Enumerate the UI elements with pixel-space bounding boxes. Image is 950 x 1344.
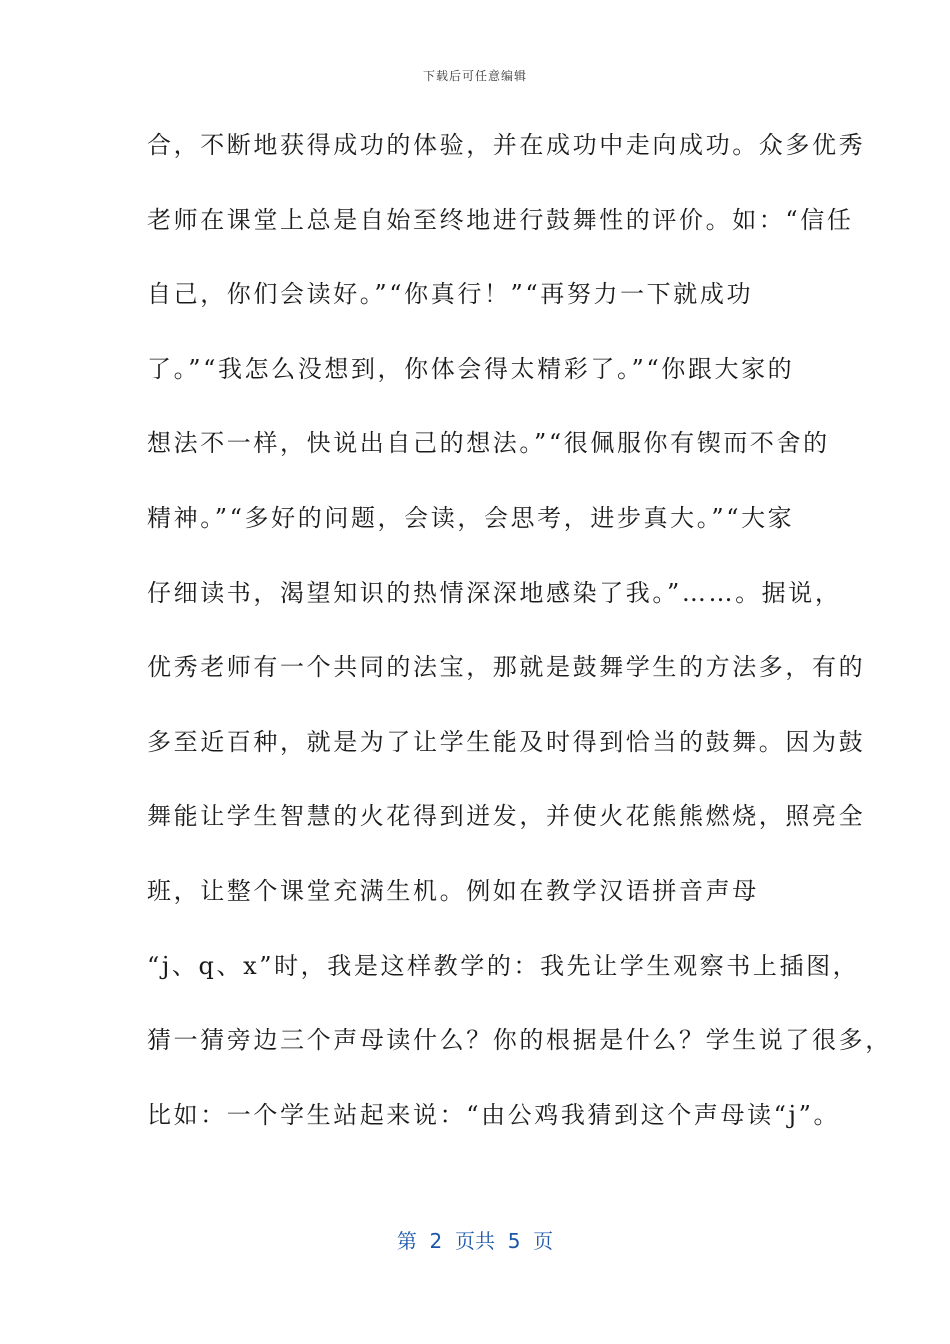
text-line: “j、q、x”时，我是这样教学的：我先让学生观察书上插图， bbox=[147, 951, 860, 980]
text-line: 了。”“我怎么没想到，你体会得太精彩了。”“你跟大家的 bbox=[147, 354, 795, 383]
text-line: 仔细读书，渴望知识的热情深深地感染了我。”……。据说， bbox=[147, 578, 842, 607]
text-line: 精神。”“多好的问题，会读，会思考，进步真大。”“大家 bbox=[147, 503, 795, 532]
text-line: 猜一猜旁边三个声母读什么？你的根据是什么？学生说了很多， bbox=[147, 1026, 892, 1055]
text-line: 班，让整个课堂充满生机。例如在教学汉语拼音声母 bbox=[147, 876, 759, 905]
text-line: 舞能让学生智慧的火花得到迸发，并使火花熊熊燃烧，照亮全 bbox=[147, 802, 866, 831]
page-number-footer: 第 2 页共 5 页 bbox=[396, 1229, 554, 1253]
text-line: 优秀老师有一个共同的法宝，那就是鼓舞学生的方法多，有的 bbox=[147, 653, 866, 682]
body-text bbox=[147, 123, 892, 1167]
text-line: 老师在课堂上总是自始至终地进行鼓舞性的评价。如：“信任 bbox=[147, 205, 854, 234]
text-line: 多至近百种，就是为了让学生能及时得到恰当的鼓舞。因为鼓 bbox=[147, 727, 866, 756]
text-line: 合，不断地获得成功的体验，并在成功中走向成功。众多优秀 bbox=[147, 131, 866, 159]
text-line: 想法不一样，快说出自己的想法。”“很佩服你有锲而不舍的 bbox=[147, 429, 830, 458]
text-line: 比如：一个学生站起来说：“由公鸡我猜到这个声母读“j”。 bbox=[147, 1100, 841, 1129]
text-line: 自己，你们会读好。”“你真行！”“再努力一下就成功 bbox=[147, 280, 754, 309]
page-header: 下载后可任意编辑 bbox=[422, 69, 527, 83]
